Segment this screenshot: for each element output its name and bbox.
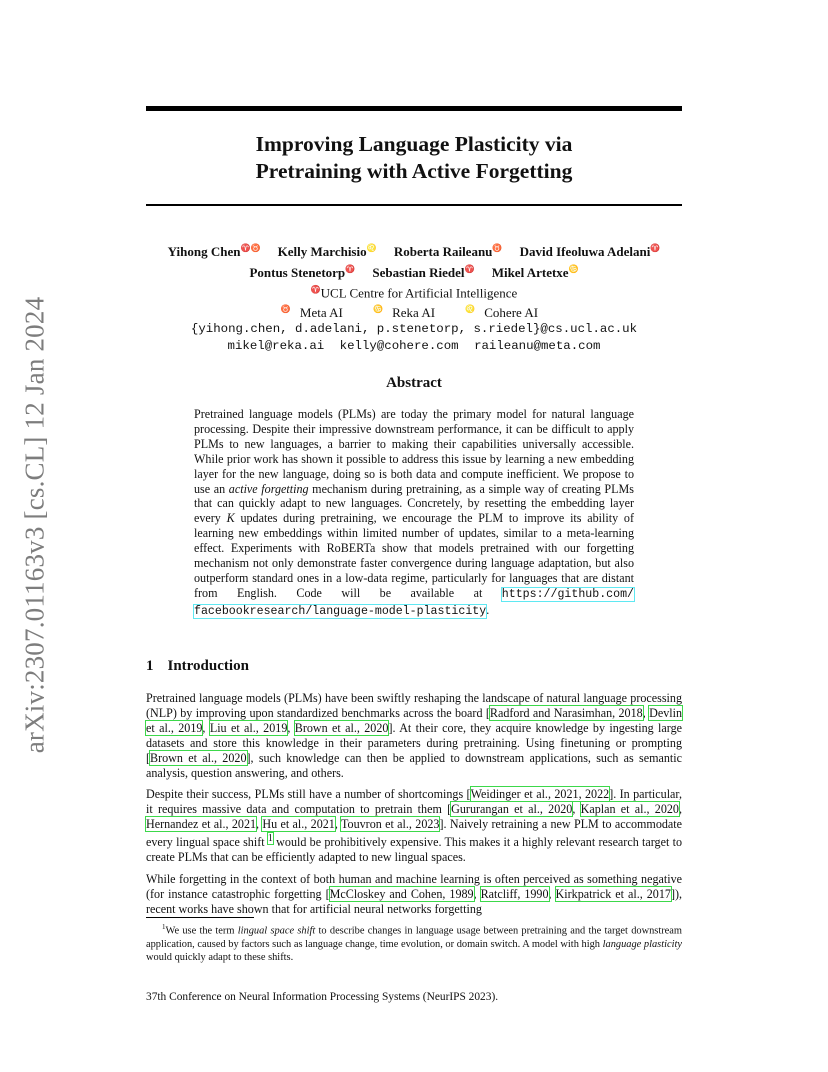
introduction-body bbox=[146, 691, 682, 924]
affiliation: ♋ Reka AI bbox=[373, 304, 436, 321]
code-url-link[interactable]: https://github.com/ facebookresearch/language-model-plasticity bbox=[194, 587, 634, 618]
paragraph: Pretrained language models (PLMs) have been swiftly reshaping the landscape of natural language processing (NLP) by improving upon standardized benchmarks across the board [Radford and Narasimhan, 2018, Devlin et al., 2019, Liu et al., 2019, Brown et al., 2020]. At their core, they acquire knowledge by ingesting large datasets and store this knowledge in their parameters during pretraining. Using finetuning or prompting [Brown et al., 2020], such knowledge can then be applied to downstream applications, such as semantic analysis, question answering, and others. bbox=[146, 691, 683, 780]
title-line-2: Pretraining with Active Forgetting bbox=[255, 159, 573, 183]
paragraph: Despite their success, PLMs still have a number of shortcomings [Weidinger et al., 2021, 2022]. In particular, it requires massive data and computation to pretrain them [Gururangan et al., 2020, Kaplan et al., 2020, Hernandez et al., 2021, Hu et al., 2021, Touvron et al., 2023]. Naively retraining a new PLM to accommodate every lingual space shift $^1$ would be prohibitively expensive. This makes it a highly relevant research target to create PLMs that can be efficiently adapted to new lingual spaces. bbox=[146, 787, 683, 865]
citation-link[interactable]: Hu et al., 2021 bbox=[262, 817, 335, 832]
email: kelly@cohere.com bbox=[339, 339, 459, 354]
citation-link[interactable]: Ratcliff, 1990 bbox=[480, 886, 549, 901]
citation-link[interactable]: Brown et al., 2020 bbox=[150, 750, 247, 765]
citation-link[interactable]: Touvron et al., 2023 bbox=[341, 817, 440, 832]
section-number: 1 bbox=[146, 658, 154, 674]
section-heading-introduction bbox=[146, 658, 249, 675]
email-line-2 bbox=[146, 338, 682, 355]
author: Yihong Chen♈♉ bbox=[167, 244, 261, 260]
author-row-2 bbox=[146, 260, 682, 280]
citation-link[interactable]: Liu et al., 2019 bbox=[209, 720, 288, 735]
email: raileanu@meta.com bbox=[474, 339, 601, 354]
footnote-mark: 1 bbox=[162, 923, 166, 931]
author-row-1 bbox=[146, 240, 682, 260]
author: Kelly Marchisio♌ bbox=[277, 244, 377, 260]
footnote: $^1$We use the term lingual space shift to describe changes in language usage between pretraining and the target downstream application, caused by factors such as language change, time evolution, or domain switch. A model with high language plasticity would quickly adapt to these shifts. bbox=[146, 923, 682, 964]
title-rule-top bbox=[146, 106, 682, 111]
citation-link[interactable]: Gururangan et al., 2020 bbox=[451, 802, 573, 817]
affiliation-line-1: ♈UCL Centre for Artificial Intelligence bbox=[310, 284, 518, 300]
math-variable: K bbox=[226, 511, 235, 526]
affiliation: ♉ Meta AI bbox=[280, 304, 343, 321]
title-rule-bottom bbox=[146, 204, 682, 206]
citation-link[interactable]: Brown et al., 2020 bbox=[294, 720, 389, 735]
author: Sebastian Riedel♈ bbox=[372, 264, 475, 280]
paragraph: While forgetting in the context of both human and machine learning is often perceived as something negative (for instance catastrophic forgetting [McCloskey and Cohen, 1989, Ratcliff, 1990, Kirkpatrick et al., 2017]), recent works have shown that for artificial neural networks forgetting bbox=[146, 872, 683, 916]
emphasis: active forgetting bbox=[228, 481, 309, 496]
affiliation: ♌ Cohere AI bbox=[465, 304, 539, 321]
citation-link[interactable]: Devlin et al., 2019 bbox=[146, 705, 683, 735]
author: Mikel Artetxe♋ bbox=[491, 264, 579, 280]
footnote-rule bbox=[146, 917, 254, 918]
arxiv-side-identifier bbox=[10, 290, 60, 760]
citation-link[interactable]: Weidinger et al., 2021, 2022 bbox=[470, 787, 610, 802]
email-line-1: {yihong.chen, d.adelani, p.stenetorp, s.riedel}@cs.ucl.ac.uk bbox=[190, 322, 638, 337]
citation-link[interactable]: Kirkpatrick et al., 2017 bbox=[555, 886, 671, 901]
citation-link[interactable]: Hernandez et al., 2021 bbox=[146, 817, 257, 832]
citation-link[interactable]: McCloskey and Cohen, 1989 bbox=[329, 886, 474, 901]
author: Roberta Raileanu♉ bbox=[393, 244, 503, 260]
footnote-link[interactable]: 1 bbox=[267, 833, 273, 845]
abstract-heading: Abstract bbox=[386, 375, 442, 391]
author-block bbox=[146, 240, 682, 355]
author: David Ifeoluwa Adelani♈ bbox=[519, 244, 661, 260]
venue-note: 37th Conference on Neural Information Processing Systems (NeurIPS 2023). bbox=[146, 991, 499, 1003]
title-line-1: Improving Language Plasticity via bbox=[255, 132, 573, 156]
citation-link[interactable]: Radford and Narasimhan, 2018 bbox=[489, 705, 643, 720]
section-title: Introduction bbox=[167, 658, 249, 674]
author: Pontus Stenetorp♈ bbox=[249, 264, 356, 280]
citation-link[interactable]: Kaplan et al., 2020 bbox=[580, 802, 679, 817]
arxiv-id-text: arXiv:2307.01163v3 [cs.CL] 12 Jan 2024 bbox=[19, 296, 50, 754]
abstract-body: Pretrained language models (PLMs) are today the primary model for natural language processing. Despite their impressive downstream performance, it can be difficult to apply PLMs to new languages, a barrier to making their capabilities universally accessible. While prior work has shown it possible to address this issue by learning a new embedding layer for the new language, doing so is both data and compute inefficient. We propose to use an active forgetting mechanism during pretraining, as a simple way of creating PLMs that can quickly adapt to new languages. Concretely, by resetting the embedding layer every K updates during pretraining, we encourage the PLM to improve its ability of learning new embeddings within limited number of updates, similar to a meta-learning effect. Experiments with RoBERTa show that models pretrained with our forgetting mechanism not only demonstrate faster convergence during language adaptation, but also outperform standard ones in a low-data regime, particularly for languages that are distant from English. Code will be available at https://github.com/ facebookresearch/language-model-plasticity. bbox=[194, 407, 634, 618]
email: mikel@reka.ai bbox=[227, 339, 325, 354]
paper-title bbox=[146, 131, 682, 185]
affiliation-line-2 bbox=[146, 301, 682, 321]
